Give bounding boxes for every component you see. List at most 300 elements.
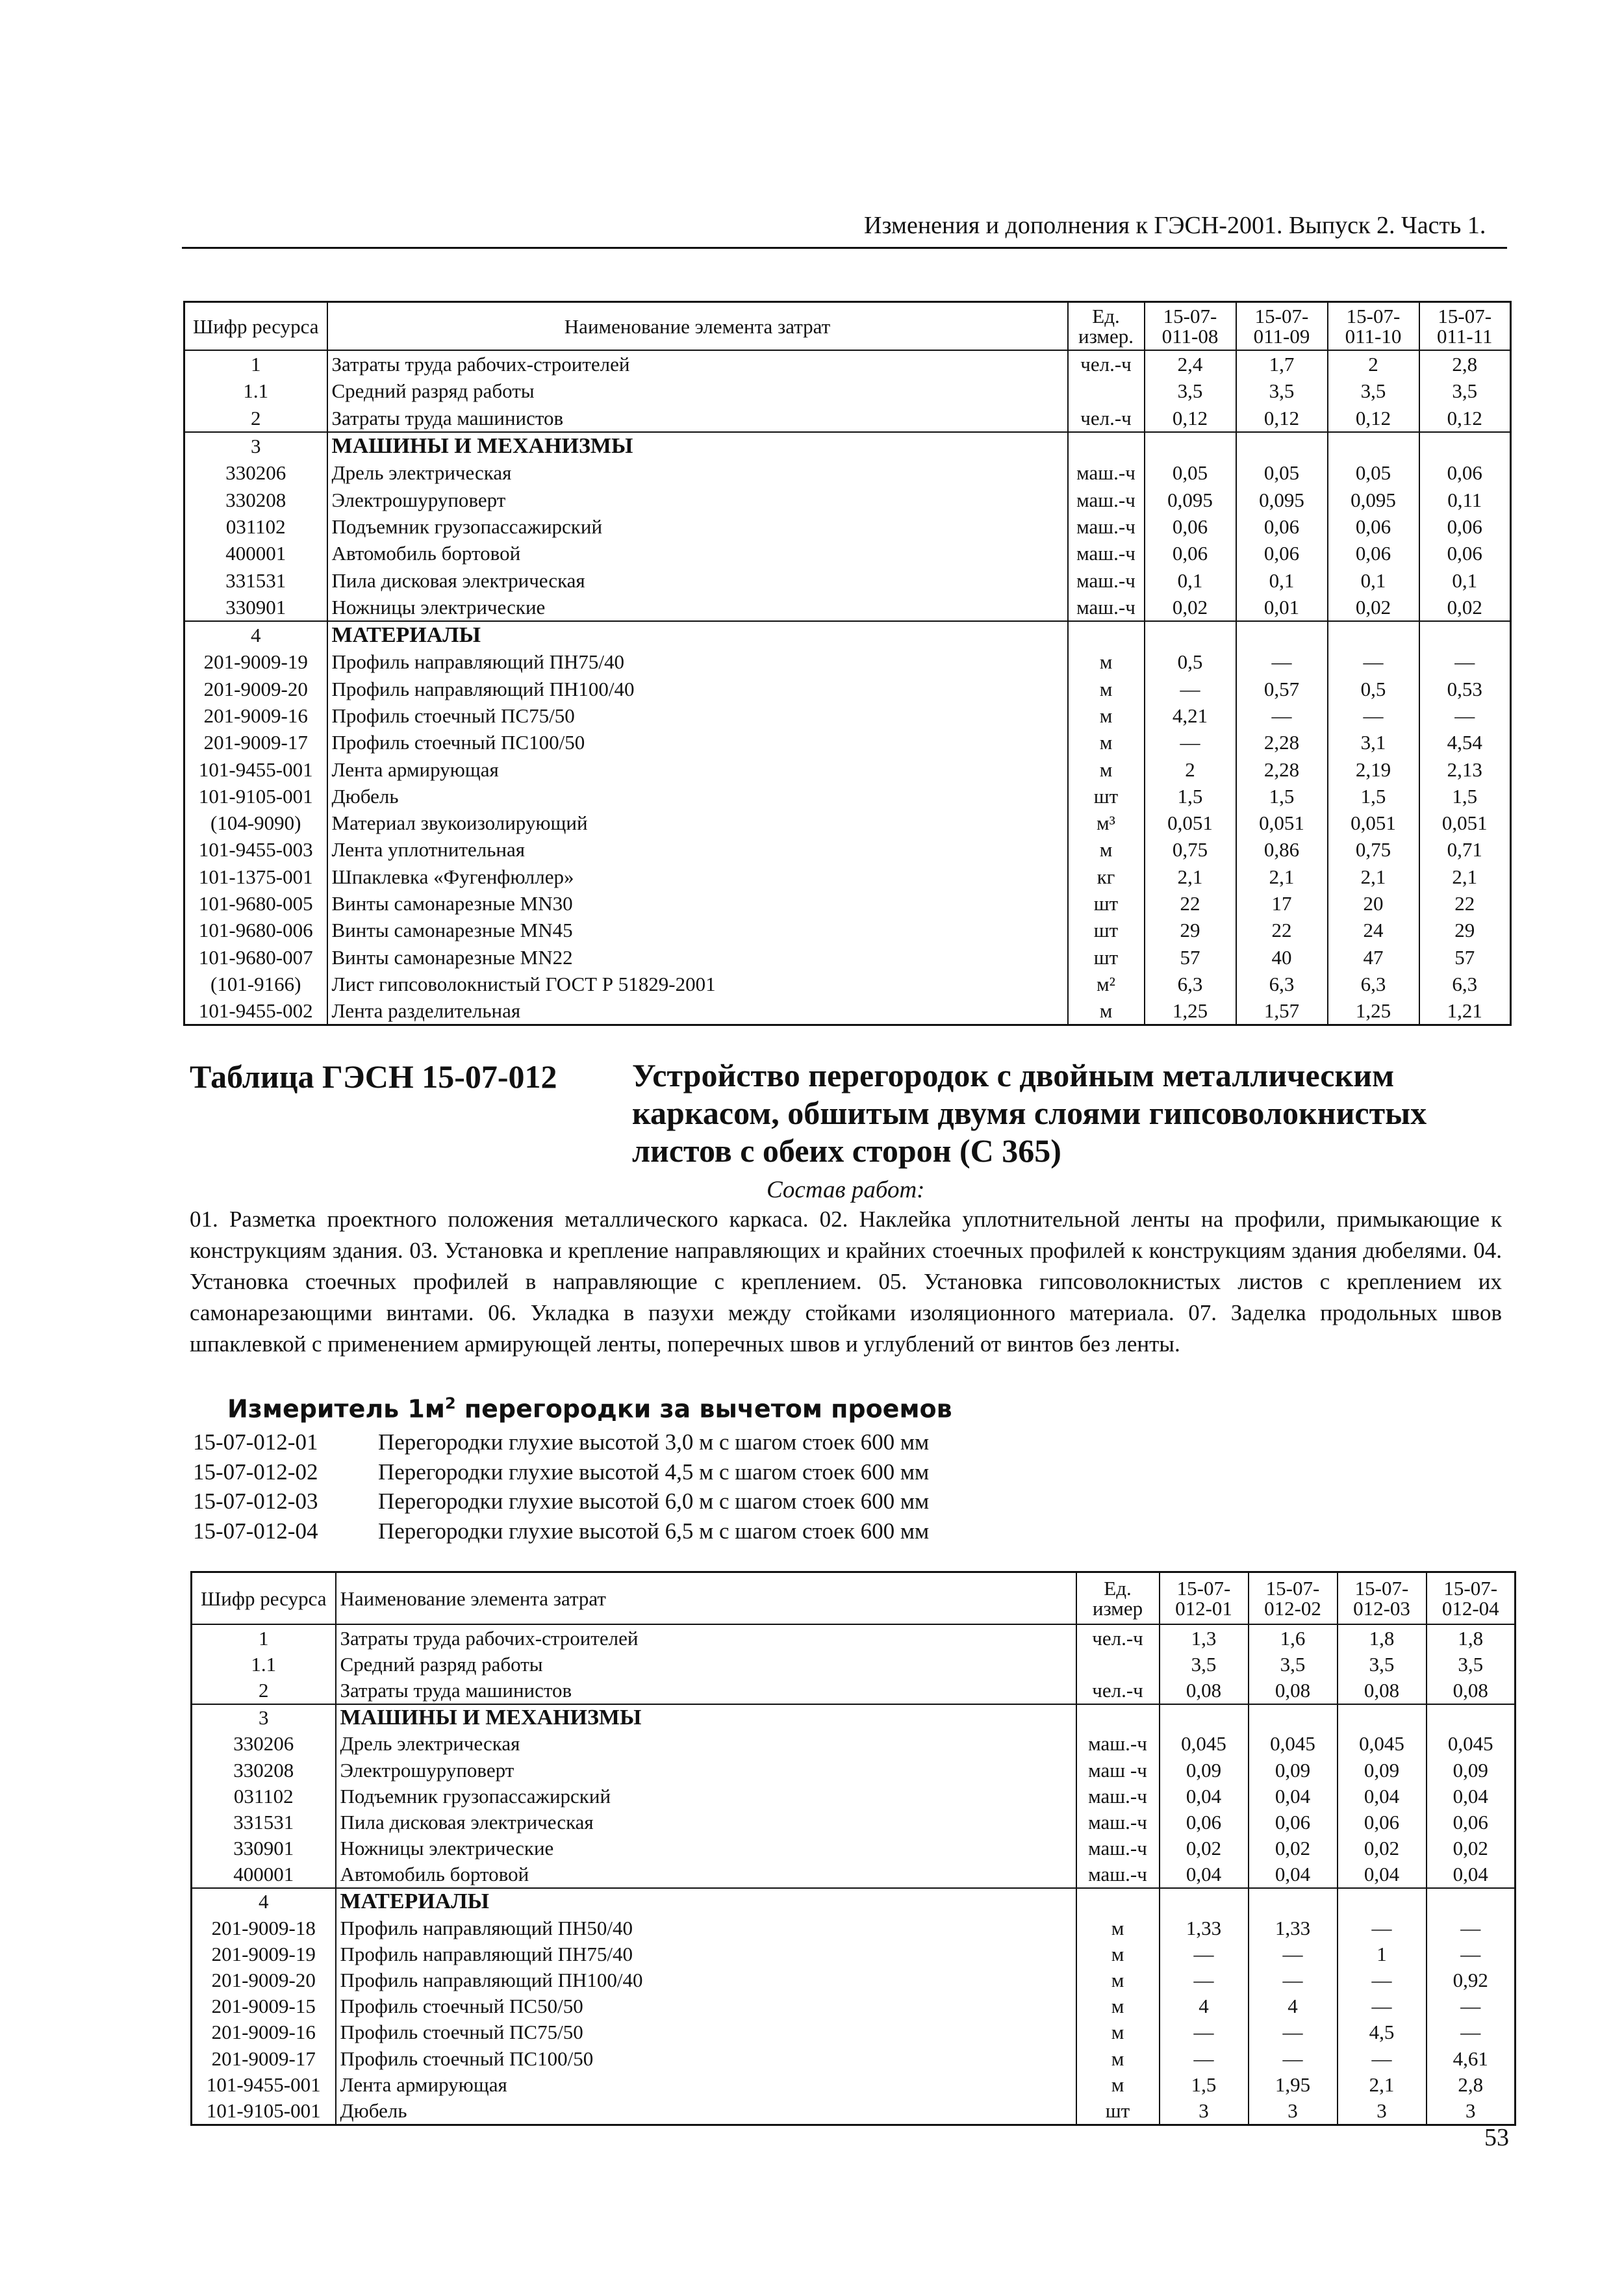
resource-unit: маш.-ч [1076,1861,1160,1888]
resource-value: 0,71 [1419,836,1511,863]
resource-value: 1,5 [1145,783,1236,810]
variant-item [193,1459,929,1489]
resource-value: 0,02 [1427,1835,1516,1861]
table-row [184,783,1511,810]
table-row [192,1915,1516,1941]
resource-value: 0,11 [1419,486,1511,513]
resource-name: Профиль стоечный ПС100/50 [336,2045,1076,2071]
resource-code: 101-9455-003 [184,836,327,863]
resource-name: Автомобиль бортовой [336,1861,1076,1888]
resource-value: 6,3 [1328,971,1419,997]
resource-value: 4,21 [1145,702,1236,729]
resource-unit: м [1076,2045,1160,2071]
resource-value: 1,95 [1249,2071,1338,2097]
section-row [192,1888,1516,1915]
resource-value: 0,09 [1249,1757,1338,1783]
resource-name: Профиль направляющий ПН75/40 [336,1941,1076,1967]
resource-code: 201-9009-20 [184,676,327,702]
resource-value: — [1419,702,1511,729]
resource-unit: м [1068,997,1145,1025]
resource-code: 201-9009-17 [184,729,327,756]
table-row [184,676,1511,702]
resource-value: 0,04 [1249,1783,1338,1809]
resource-value: 0,06 [1145,540,1236,567]
resource-unit: м [1068,648,1145,675]
resource-value: 0,1 [1145,567,1236,593]
resource-value: 1,25 [1145,997,1236,1025]
resource-value: 57 [1419,944,1511,971]
table-row [192,1677,1516,1704]
resource-value: 0,06 [1427,1809,1516,1835]
resource-value: 0,01 [1236,594,1328,621]
resource-value: 1,21 [1419,997,1511,1025]
resource-code: 101-9105-001 [192,2097,336,2125]
resource-code: 201-9009-19 [192,1941,336,1967]
resource-value: 0,09 [1338,1757,1427,1783]
resource-value [1249,1888,1338,1915]
resource-unit: м [1076,1993,1160,2019]
col-header-variant: 15-07- 011-08 [1145,302,1236,351]
resource-code: 331531 [192,1809,336,1835]
resource-code: 1.1 [192,1651,336,1677]
resource-value: 1,33 [1249,1915,1338,1941]
resource-value: 0,045 [1160,1731,1249,1757]
table-row [192,2071,1516,2097]
resource-name: Электрошуруповерт [327,486,1068,513]
table-row [184,890,1511,917]
resource-value: 1 [1338,1941,1427,1967]
resource-value: 1,5 [1328,783,1419,810]
resource-value: 0,53 [1419,676,1511,702]
resource-value: 0,02 [1145,594,1236,621]
resource-value: 1,7 [1236,350,1328,377]
resource-value: 0,095 [1145,486,1236,513]
resource-code: (104-9090) [184,810,327,836]
table-row [184,405,1511,432]
resource-value: — [1338,1993,1427,2019]
resource-code: 201-9009-16 [192,2019,336,2045]
resource-code: 3 [184,432,327,459]
resource-value: 22 [1145,890,1236,917]
resource-unit [1076,1651,1160,1677]
resource-value: 3 [1249,2097,1338,2125]
resource-code: 201-9009-20 [192,1967,336,1993]
col-header-code: Шифр ресурса [184,302,327,351]
resource-value: 0,04 [1160,1783,1249,1809]
table-row [184,997,1511,1025]
resource-value: 0,051 [1419,810,1511,836]
resource-value: 3,5 [1328,377,1419,404]
variant-code: 15-07-012-02 [193,1459,318,1485]
resource-code: 101-9455-001 [192,2071,336,2097]
resource-code: 101-9680-007 [184,944,327,971]
resource-value: 3 [1160,2097,1249,2125]
resource-unit: м [1076,1941,1160,1967]
resource-unit: м [1076,1967,1160,1993]
variant-text: Перегородки глухие высотой 4,5 м с шагом стоек 600 мм [378,1459,930,1485]
table-row [184,513,1511,540]
resource-name: Шпаклевка «Фугенфюллер» [327,863,1068,890]
resource-value: 3,5 [1249,1651,1338,1677]
resource-value: 22 [1236,917,1328,943]
resource-code: 2 [184,405,327,432]
resource-code: 400001 [184,540,327,567]
resource-value: 0,92 [1427,1967,1516,1993]
measure-suffix: перегородки за вычетом проемов [455,1394,952,1424]
resource-value: — [1328,702,1419,729]
resource-value: 0,02 [1160,1835,1249,1861]
table-label: Таблица ГЭСН 15-07-012 [190,1058,557,1095]
resource-unit: шт [1068,944,1145,971]
resource-unit: м [1068,756,1145,782]
resource-value: 0,08 [1160,1677,1249,1704]
resource-value: 57 [1145,944,1236,971]
resource-name: Профиль стоечный ПС50/50 [336,1993,1076,2019]
resource-unit: м [1076,1915,1160,1941]
table-row [184,540,1511,567]
resource-value: — [1427,1993,1516,2019]
resource-code: 031102 [192,1783,336,1809]
resource-value: 0,04 [1160,1861,1249,1888]
table-row [184,377,1511,404]
resource-name: Профиль стоечный ПС75/50 [327,702,1068,729]
resource-code: 201-9009-15 [192,1993,336,2019]
col-header-code: Шифр ресурса [192,1572,336,1625]
table-row [184,459,1511,486]
resource-value: 0,04 [1427,1861,1516,1888]
resource-value: — [1160,2045,1249,2071]
resource-value: 2,28 [1236,756,1328,782]
resource-value: — [1160,1941,1249,1967]
resource-value: 3,5 [1427,1651,1516,1677]
table-row [192,1809,1516,1835]
table-row [192,1967,1516,1993]
resource-value: 40 [1236,944,1328,971]
resource-value: 0,06 [1419,540,1511,567]
resource-code: 1 [192,1624,336,1651]
resource-code: 1.1 [184,377,327,404]
col-header-variant: 15-07- 012-03 [1338,1572,1427,1625]
resource-value: — [1236,702,1328,729]
resource-value: 1,57 [1236,997,1328,1025]
resource-value [1427,1704,1516,1731]
section-row [184,621,1511,648]
resource-unit [1068,432,1145,459]
resource-value: 3 [1427,2097,1516,2125]
resource-value: 2 [1145,756,1236,782]
resource-value: 47 [1328,944,1419,971]
resource-value: 0,75 [1328,836,1419,863]
resource-value [1419,432,1511,459]
resource-value: 0,051 [1328,810,1419,836]
resource-name: Профиль направляющий ПН100/40 [327,676,1068,702]
resource-value: 0,08 [1427,1677,1516,1704]
document-header: Изменения и дополнения к ГЭСН-2001. Выпуск 2. Часть 1. [864,212,1486,239]
resource-value: 4,61 [1427,2045,1516,2071]
col-header-name: Наименование элемента затрат [336,1572,1076,1625]
resource-name: Дюбель [327,783,1068,810]
col-header-name: Наименование элемента затрат [327,302,1068,351]
variant-code: 15-07-012-04 [193,1518,318,1544]
resource-value: 1,5 [1160,2071,1249,2097]
resource-value: — [1338,2045,1427,2071]
resource-value: 0,095 [1328,486,1419,513]
resource-value: 17 [1236,890,1328,917]
resource-value: 0,09 [1427,1757,1516,1783]
resource-value: 0,04 [1338,1783,1427,1809]
resource-name: Лента разделительная [327,997,1068,1025]
table-row [184,971,1511,997]
resource-value: 1,8 [1427,1624,1516,1651]
measure-unit [227,1394,952,1424]
resource-value: 2 [1328,350,1419,377]
resource-unit: маш.-ч [1076,1835,1160,1861]
resource-unit: маш.-ч [1068,459,1145,486]
resource-name: Пила дисковая электрическая [336,1809,1076,1835]
table-body [192,1624,1516,2125]
resource-unit: маш.-ч [1068,594,1145,621]
table-row [184,810,1511,836]
resource-value: 0,02 [1419,594,1511,621]
resource-value: 0,06 [1236,513,1328,540]
resource-code: 330206 [192,1731,336,1757]
resource-value: — [1249,2045,1338,2071]
table-row [192,1651,1516,1677]
resource-value: 29 [1419,917,1511,943]
resource-name: Затраты труда машинистов [327,405,1068,432]
resource-value: 0,1 [1328,567,1419,593]
resource-unit [1068,377,1145,404]
resource-value: 0,12 [1236,405,1328,432]
resource-code: 3 [192,1704,336,1731]
resource-value: 2,4 [1145,350,1236,377]
resource-value: 6,3 [1145,971,1236,997]
variant-code: 15-07-012-03 [193,1488,318,1514]
resource-name: МАТЕРИАЛЫ [327,621,1068,648]
resource-value: 0,045 [1427,1731,1516,1757]
resource-code: 101-9455-002 [184,997,327,1025]
resource-value: 4 [1249,1993,1338,2019]
resource-name: Затраты труда рабочих-строителей [336,1624,1076,1651]
variant-code: 15-07-012-01 [193,1429,318,1455]
resource-unit: маш.-ч [1068,513,1145,540]
resource-value: 0,09 [1160,1757,1249,1783]
variant-text: Перегородки глухие высотой 3,0 м с шагом стоек 600 мм [378,1429,930,1455]
resource-name: Винты самонарезные MN22 [327,944,1068,971]
table-row [184,486,1511,513]
resource-unit: чел.-ч [1076,1624,1160,1651]
variant-text: Перегородки глухие высотой 6,5 м с шагом стоек 600 мм [378,1518,930,1544]
resource-name: Электрошуруповерт [336,1757,1076,1783]
resource-code: (101-9166) [184,971,327,997]
resource-value: 0,06 [1160,1809,1249,1835]
measure-prefix: Измеритель 1м [227,1394,445,1424]
resource-name: Профиль направляющий ПН50/40 [336,1915,1076,1941]
header-rule [182,247,1507,249]
col-header-variant: 15-07- 011-10 [1328,302,1419,351]
resource-value: 1,6 [1249,1624,1338,1651]
resource-value: 0,08 [1249,1677,1338,1704]
table-row [192,1624,1516,1651]
resource-code: 201-9009-17 [192,2045,336,2071]
resource-value: 1,5 [1236,783,1328,810]
table-row [192,2045,1516,2071]
resource-value: 6,3 [1419,971,1511,997]
resource-code: 031102 [184,513,327,540]
resource-value: 2,28 [1236,729,1328,756]
resource-unit [1076,1704,1160,1731]
resource-value: 0,045 [1338,1731,1427,1757]
resource-name: Ножницы электрические [336,1835,1076,1861]
page-number: 53 [1484,2124,1509,2151]
resource-unit: шт [1068,890,1145,917]
resource-value: 0,06 [1328,513,1419,540]
resource-code: 330901 [192,1835,336,1861]
resource-value [1236,432,1328,459]
resource-value: 3,5 [1160,1651,1249,1677]
table-row [192,1993,1516,2019]
variant-list [193,1429,929,1548]
resource-value: 0,02 [1249,1835,1338,1861]
resource-value: — [1338,1915,1427,1941]
resource-code: 101-9455-001 [184,756,327,782]
resource-code: 400001 [192,1861,336,1888]
resource-name: Винты самонарезные MN30 [327,890,1068,917]
resource-value: 3,5 [1236,377,1328,404]
resource-unit: шт [1068,917,1145,943]
resource-table-011 [183,301,1512,1026]
resource-name: Затраты труда машинистов [336,1677,1076,1704]
table-row [192,2097,1516,2125]
resource-value: 0,04 [1427,1783,1516,1809]
resource-value [1145,621,1236,648]
resource-value [1160,1888,1249,1915]
resource-value: 2,13 [1419,756,1511,782]
resource-code: 101-9680-006 [184,917,327,943]
resource-name: Винты самонарезные MN45 [327,917,1068,943]
resource-value: 0,06 [1249,1809,1338,1835]
resource-value [1427,1888,1516,1915]
resource-value: — [1328,648,1419,675]
table-row [184,648,1511,675]
table-row [184,944,1511,971]
resource-value: 6,3 [1236,971,1328,997]
resource-name: Профиль направляющий ПН100/40 [336,1967,1076,1993]
resource-value: — [1419,648,1511,675]
resource-name: Подъемник грузопассажирский [327,513,1068,540]
resource-unit: маш.-ч [1076,1809,1160,1835]
resource-value: 0,1 [1236,567,1328,593]
resource-unit [1076,1888,1160,1915]
resource-value: — [1249,1967,1338,1993]
resource-value: 0,06 [1236,540,1328,567]
resource-value: 2,1 [1338,2071,1427,2097]
resource-value: — [1427,1941,1516,1967]
resource-code: 4 [184,621,327,648]
resource-value: 0,095 [1236,486,1328,513]
resource-name: Профиль стоечный ПС75/50 [336,2019,1076,2045]
resource-value [1338,1888,1427,1915]
resource-unit: чел.-ч [1068,350,1145,377]
resource-name: Ножницы электрические [327,594,1068,621]
resource-table-012 [190,1571,1516,2126]
resource-value: 24 [1328,917,1419,943]
resource-value: 3,1 [1328,729,1419,756]
resource-value: 0,06 [1338,1809,1427,1835]
resource-code: 331531 [184,567,327,593]
resource-value: 22 [1419,890,1511,917]
resource-value: — [1338,1967,1427,1993]
table-row [192,2019,1516,2045]
resource-code: 330208 [192,1757,336,1783]
resource-value: — [1427,2019,1516,2045]
resource-value [1236,621,1328,648]
resource-value [1419,621,1511,648]
resource-value: 0,12 [1328,405,1419,432]
resource-value: 2,8 [1427,2071,1516,2097]
resource-value: 1,3 [1160,1624,1249,1651]
table-row [184,702,1511,729]
table-row [184,836,1511,863]
table-row [192,1861,1516,1888]
resource-value: 0,1 [1419,567,1511,593]
col-header-variant: 15-07- 012-01 [1160,1572,1249,1625]
resource-value [1145,432,1236,459]
resource-name: Профиль направляющий ПН75/40 [327,648,1068,675]
resource-code: 4 [192,1888,336,1915]
table-body [184,350,1511,1025]
resource-value: — [1249,2019,1338,2045]
resource-value: 0,86 [1236,836,1328,863]
resource-value: 2,19 [1328,756,1419,782]
resource-value: 0,57 [1236,676,1328,702]
resource-code: 101-9680-005 [184,890,327,917]
table-row [192,1783,1516,1809]
resource-value: 4 [1160,1993,1249,2019]
resource-value: 0,051 [1236,810,1328,836]
resource-unit: шт [1068,783,1145,810]
resource-value: 0,045 [1249,1731,1338,1757]
table-row [184,594,1511,621]
col-header-variant: 15-07- 011-09 [1236,302,1328,351]
resource-value: 0,05 [1328,459,1419,486]
resource-value: 20 [1328,890,1419,917]
resource-name: Пила дисковая электрическая [327,567,1068,593]
resource-name: Дрель электрическая [336,1731,1076,1757]
resource-value: 0,12 [1419,405,1511,432]
resource-unit: чел.-ч [1076,1677,1160,1704]
resource-value: 1,8 [1338,1624,1427,1651]
composition-label: Состав работ: [767,1177,925,1203]
resource-code: 101-1375-001 [184,863,327,890]
resource-value [1328,621,1419,648]
resource-unit: м [1068,729,1145,756]
measure-sup: 2 [444,1394,456,1412]
resource-value: 0,06 [1419,459,1511,486]
resource-unit: маш.-ч [1076,1783,1160,1809]
resource-value: — [1160,2019,1249,2045]
resource-name: Материал звукоизолирующий [327,810,1068,836]
resource-value: 0,06 [1328,540,1419,567]
resource-unit: шт [1076,2097,1160,2125]
resource-unit: м [1068,702,1145,729]
resource-unit: м² [1068,971,1145,997]
resource-unit: кг [1068,863,1145,890]
resource-name: Профиль стоечный ПС100/50 [327,729,1068,756]
resource-unit [1068,621,1145,648]
resource-unit: маш -ч [1076,1757,1160,1783]
table-row [192,1757,1516,1783]
